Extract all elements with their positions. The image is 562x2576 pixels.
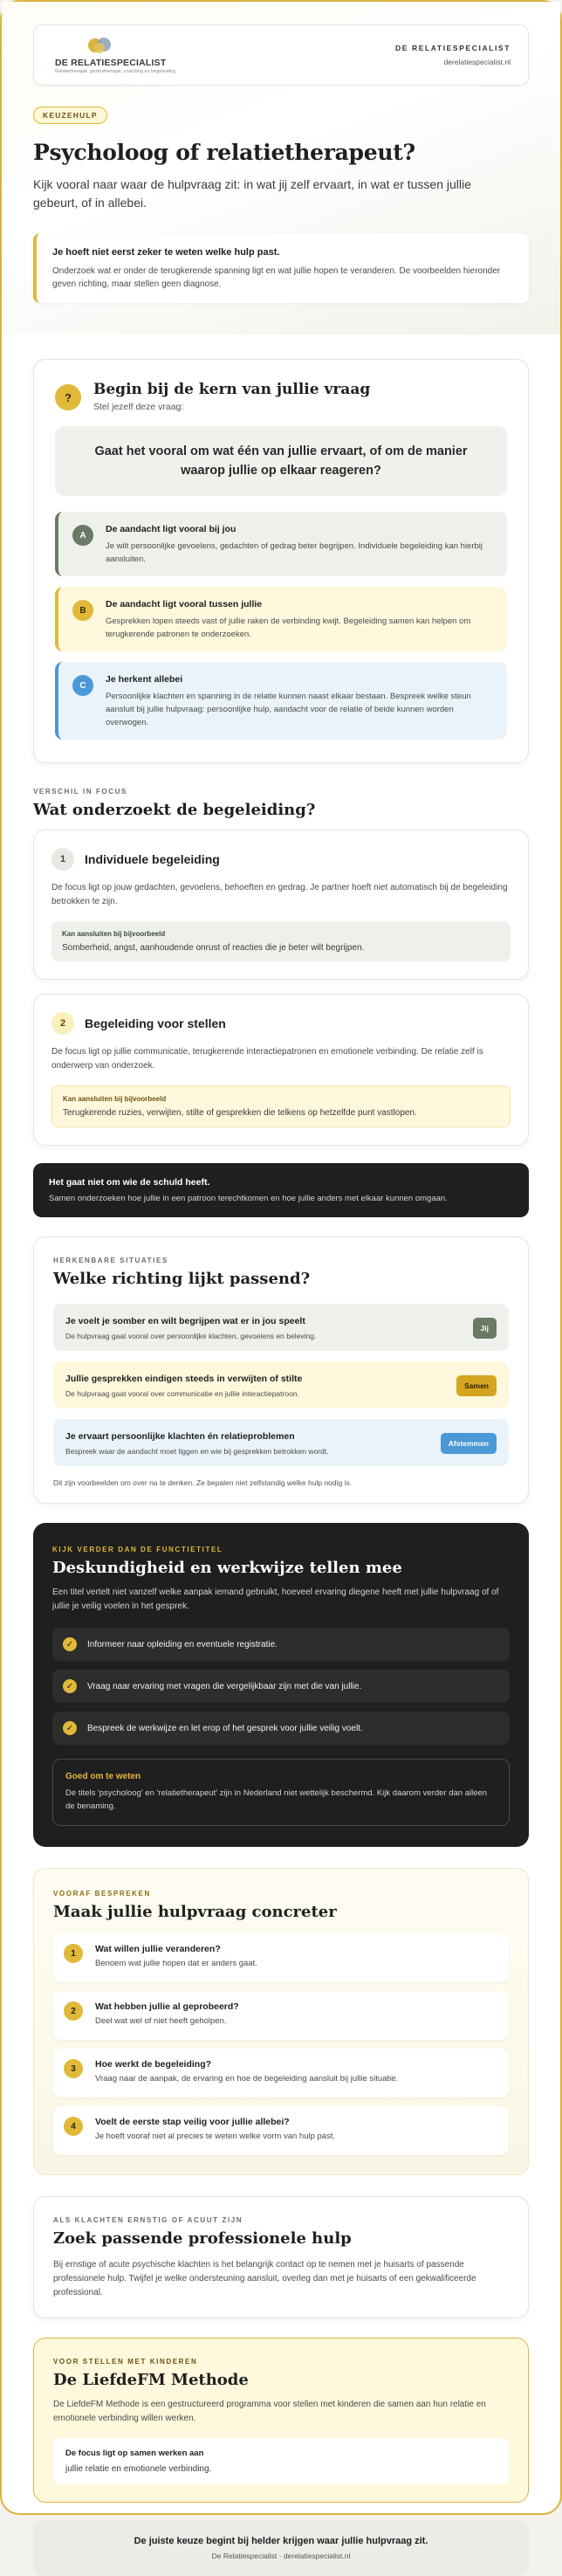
check-text: Bespreek de werkwijze en let erop of het gesprek voor jullie veilig voelt. (87, 1723, 363, 1733)
example-title: Kan aansluiten bij bijvoorbeeld (62, 930, 166, 938)
step-title: Hoe werkt de begeleiding? (95, 2059, 212, 2070)
step-title: Wat hebben jullie al geprobeerd? (95, 2001, 239, 2012)
core-subtitle: Stel jezelf deze vraag: (93, 402, 184, 412)
situation-tag-jij: Jij (473, 1318, 497, 1339)
page-footer (33, 2520, 529, 2576)
couples-text: De focus ligt op jullie communicatie, terugkerende interactiepatronen en emotionele verbinding. De relatie zelf is onderwerp van onderzoek. (51, 1047, 483, 1071)
option-c-text: Persoonlijke klachten en spanning in de relatie kunnen naast elkaar bestaan. Bespreek welke steun aansluit bij jullie hulpvraag: persoonlijke hulp, aandacht voor de relatie of beide kunnen worden overwogen. (106, 692, 471, 727)
logo[interactable] (55, 37, 175, 74)
focus-title: Wat onderzoekt de begeleiding? (33, 801, 316, 819)
help-title: Zoek passende professionele hulp (53, 2229, 352, 2248)
expertise-intro: Een titel vertelt niet vanzelf welke aanpak iemand gebruikt, hoeveel ervaring diegene heeft met jullie hulpvraag of of jullie je veilig voelen in het gesprek. (52, 1588, 499, 1611)
step-item (53, 2049, 509, 2097)
liefdefm-focus-box (53, 2438, 509, 2484)
number-badge: 1 (51, 848, 74, 871)
example-text: Terugkerende ruzies, verwijten, stilte of gesprekken die telkens op hetzelfde punt vastlopen. (63, 1108, 417, 1118)
focus-text: jullie relatie en emotionele verbinding. (65, 2464, 212, 2474)
focus-title: De focus ligt op samen werken aan (65, 2449, 204, 2458)
situation-item (53, 1304, 509, 1351)
step-number: 3 (64, 2059, 83, 2078)
couples-card (33, 994, 529, 1146)
no-blame-banner (33, 1163, 529, 1217)
intro-text: Kijk vooral naar waar de hulpvraag zit: in wat jij zelf ervaart, in wat er tussen jullie gebeurt, of in allebei. (33, 177, 471, 210)
option-b-badge: B (72, 600, 93, 621)
good-to-know-box (52, 1759, 510, 1826)
example-text: Somberheid, angst, aanhoudende onrust of reacties die je beter wilt begrijpen. (62, 943, 365, 953)
step-item (53, 2106, 509, 2155)
note-card (33, 233, 529, 303)
step-text: Vraag naar de aanpak, de ervaring en hoe de begeleiding aansluit bij jullie situatie. (95, 2074, 399, 2084)
expertise-title: Deskundigheid en werkwijze tellen mee (52, 1559, 402, 1577)
help-text: Bij ernstige of acute psychische klachten is het belangrijk contact op te nemen met je huisarts of passende professionele hulp. Twijfel je welke ondersteuning aansluit, overleg dan met je huisarts of een gekwalificeerde professional. (53, 2260, 476, 2297)
checkmark-icon: ✓ (63, 1721, 77, 1735)
option-b-title: De aandacht ligt vooral tussen jullie (106, 599, 263, 610)
focus-section (33, 788, 529, 1217)
option-c-title: Je herkent allebei (106, 674, 183, 685)
brand-name: DE RELATIESPECIALIST (395, 44, 511, 52)
liefdefm-eyebrow: VOOR STELLEN MET KINDEREN (53, 2358, 198, 2366)
check-item (52, 1670, 510, 1703)
situations-footer: Dit zijn voorbeelden om over na te denken. Ze bepalen niet zelfstandig welke hulp nodig is. (53, 1478, 353, 1487)
situations-eyebrow: HERKENBARE SITUATIES (53, 1257, 168, 1264)
footer-title: De juiste keuze begint bij helder krijgen waar jullie hulpvraag zit. (134, 2536, 428, 2546)
couples-title: Begeleiding voor stellen (85, 1016, 226, 1030)
core-title: Begin bij de kern van jullie vraag (93, 381, 371, 398)
checkmark-icon: ✓ (63, 1637, 77, 1651)
site-header (33, 24, 529, 86)
expertise-card (33, 1523, 529, 1847)
no-blame-text: Samen onderzoeken hoe jullie in een patroon terechtkomen en hoe jullie anders met elkaar kunnen omgaan. (49, 1194, 448, 1203)
individual-text: De focus ligt op jouw gedachten, gevoelens, behoeften en gedrag. Je partner hoeft niet automatisch bij de begeleiding betrokken te zijn. (51, 883, 508, 906)
number-badge: 2 (51, 1012, 74, 1035)
step-text: Deel wat wel of niet heeft geholpen. (95, 2016, 227, 2026)
page-title: Psycholoog of relatietherapeut? (33, 140, 415, 165)
individual-card (33, 830, 529, 980)
individual-example-box (51, 921, 511, 961)
situation-title: Jullie gesprekken eindigen steeds in verwijten of stilte (65, 1374, 303, 1384)
liefdefm-text: De LiefdeFM Methode is een gestructureerd programma voor stellen met kinderen die samen aan hun relatie en emotionele verbinding willen werken. (53, 2400, 486, 2423)
option-b-text: Gesprekken lopen steeds vast of jullie raken de verbinding kwijt. Begeleiding samen kan helpen om terugkerende patronen te onderzoeken. (106, 616, 471, 639)
option-b (55, 587, 507, 651)
option-a-badge: A (72, 525, 93, 546)
core-question: Gaat het vooral om wat één van jullie ervaart, of om de manier waarop jullie op elkaar reageren? (55, 426, 507, 496)
help-eyebrow: ALS KLACHTEN ERNSTIG OF ACUUT ZIJN (53, 2216, 243, 2224)
steps-card (33, 1868, 529, 2175)
note-title: Je hoeft niet eerst zeker te weten welke hulp past. (52, 247, 280, 258)
step-number: 1 (64, 1944, 83, 1963)
main-content (2, 359, 560, 2576)
option-a-title: De aandacht ligt vooral bij jou (106, 524, 236, 534)
logo-text: DE RELATIESPECIALIST (55, 57, 167, 68)
situation-title: Je voelt je somber en wilt begrijpen wat er in jou speelt (65, 1316, 305, 1326)
situations-card (33, 1236, 529, 1504)
note-text: Onderzoek wat er onder de terugkerende spanning ligt en wat jullie hopen te veranderen. De voorbeelden hieronder geven richting, maar stellen geen diagnose. (52, 266, 501, 289)
option-a-text: Je wilt persoonlijke gevoelens, gedachten of gedrag beter begrijpen. Individuele begeleiding kan hierbij aansluiten. (106, 541, 483, 564)
situation-text: Bespreek waar de aandacht moet liggen en wie bij gesprekken betrokken wordt. (65, 1447, 329, 1456)
option-c (55, 662, 507, 740)
step-item (53, 1933, 509, 1982)
professional-help-card (33, 2196, 529, 2318)
situation-item (53, 1361, 509, 1409)
situation-text: De hulpvraag gaat vooral over persoonlijke klachten, gevoelens en beleving. (65, 1332, 317, 1340)
step-number: 2 (64, 2001, 83, 2021)
step-number: 4 (64, 2117, 83, 2136)
check-text: Vraag naar ervaring met vragen die vergelijkbaar zijn met die van jullie. (87, 1681, 362, 1691)
situations-title: Welke richting lijkt passend? (53, 1270, 311, 1288)
situation-text: De hulpvraag gaat vooral over communicatie en jullie interactiepatroon. (65, 1389, 299, 1398)
good-to-know-title: Goed om te weten (65, 1772, 141, 1781)
keuzehulp-pill: KEUZEHULP (33, 107, 107, 124)
couples-example-box (51, 1085, 511, 1127)
steps-eyebrow: VOORAF BESPREKEN (53, 1890, 151, 1898)
step-text: Je hoeft vooraf niet al precies te weten welke vorm van hulp past. (95, 2132, 336, 2141)
good-to-know-text: De titels 'psycholoog' en 'relatietherapeut' zijn in Nederland niet wettelijk beschermd. Kijk daarom verder dan alleen de benaming. (65, 1788, 488, 1811)
footer-sub: De Relatiespecialist · derelatiespecialist.nl (211, 2552, 351, 2560)
step-title: Voelt de eerste stap veilig voor jullie allebei? (95, 2117, 290, 2127)
checkmark-icon: ✓ (63, 1679, 77, 1693)
question-mark-icon: ? (55, 384, 81, 410)
core-question-card (33, 359, 529, 763)
no-blame-title: Het gaat niet om wie de schuld heeft. (49, 1177, 210, 1188)
situation-title: Je ervaart persoonlijke klachten én relatieproblemen (65, 1431, 295, 1442)
check-item (52, 1628, 510, 1661)
focus-eyebrow: VERSCHIL IN FOCUS (33, 788, 127, 796)
step-title: Wat willen jullie veranderen? (95, 1944, 221, 1954)
example-title: Kan aansluiten bij bijvoorbeeld (63, 1095, 167, 1103)
liefdefm-title: De LiefdeFM Methode (53, 2371, 249, 2389)
situation-tag-samen: Samen (456, 1375, 497, 1396)
step-text: Benoem wat jullie hopen dat er anders gaat. (95, 1959, 257, 1968)
hero-section (2, 2, 560, 334)
expertise-eyebrow: KIJK VERDER DAN DE FUNCTIETITEL (52, 1546, 223, 1553)
option-a (55, 512, 507, 576)
step-item (53, 1991, 509, 2040)
situation-tag-afstemmen: Afstemmen (441, 1433, 497, 1454)
logo-hearts-icon (86, 37, 175, 56)
situation-item (53, 1419, 509, 1466)
liefdefm-card (33, 2338, 529, 2503)
logo-subtext: Relatietherapie, gezinstherapie, coaching en begeleiding (55, 68, 176, 74)
steps-title: Maak jullie hulpvraag concreter (53, 1903, 337, 1921)
core-header (55, 381, 507, 412)
check-item (52, 1712, 510, 1745)
option-c-badge: C (72, 675, 93, 696)
header-brand (395, 44, 511, 66)
check-text: Informeer naar opleiding en eventuele registratie. (87, 1639, 278, 1650)
brand-url[interactable]: derelatiespecialist.nl (443, 58, 511, 66)
individual-title: Individuele begeleiding (85, 852, 220, 866)
